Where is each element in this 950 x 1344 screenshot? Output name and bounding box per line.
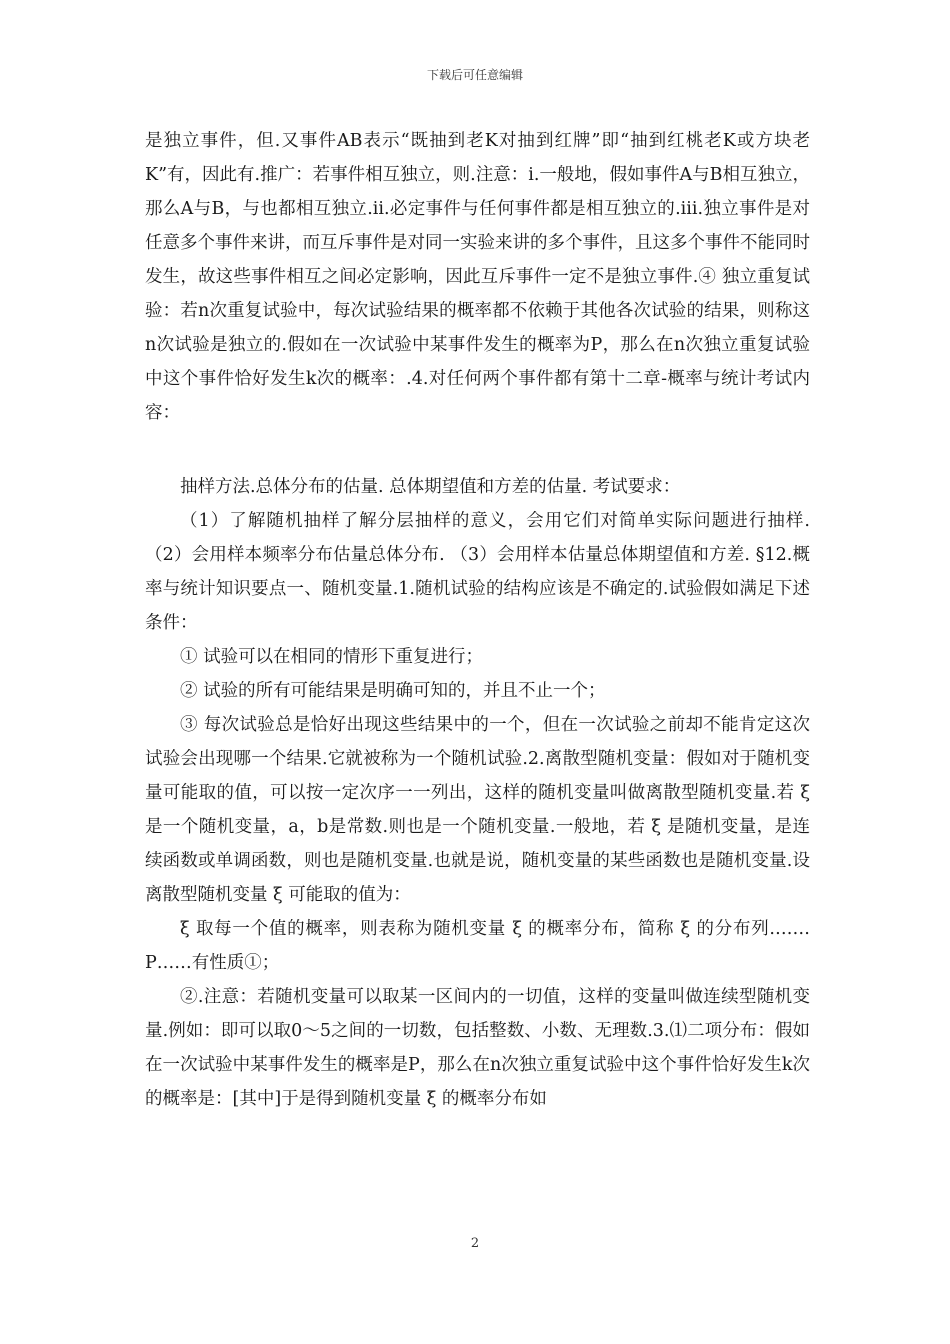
paragraph: ②.注意：若随机变量可以取某一区间内的一切值，这样的变量叫做连续型随机变量.例如：即可以取0～5之间的一切数，包括整数、小数、无理数.3.⑴二项分布：假如在一次试验中某事件发生的概率是P，那么在n次独立重复试验中这个事件恰好发生k次的概率是：[其中]于是得到随机变量 ξ 的概率分布如 <box>145 987 810 1109</box>
paragraph: （1）了解随机抽样了解分层抽样的意义，会用它们对简单实际问题进行抽样. （2）会用样本频率分布估量总体分布. （3）会用样本估量总体期望值和方差. §12.概率与统计知识要点一、随机变量.1.随机试验的结构应该是不确定的.试验假如满足下述条件： <box>145 511 810 633</box>
page-number: 2 <box>470 1236 480 1251</box>
page-header: 下载后可任意编辑 <box>426 68 523 82</box>
document-body <box>145 124 810 1116</box>
list-item: ① 试验可以在相同的情形下重复进行； <box>180 647 484 667</box>
paragraph: 抽样方法.总体分布的估量. 总体期望值和方差的估量. 考试要求： <box>180 477 681 497</box>
list-item: ③ 每次试验总是恰好出现这些结果中的一个，但在一次试验之前却不能肯定这次试验会出现哪一个结果.它就被称为一个随机试验.2.离散型随机变量：假如对于随机变量可能取的值，可以按一定次序一一列出，这样的随机变量叫做离散型随机变量.若 ξ 是一个随机变量，a，b是常数.则也是一个随机变量.一般地，若 ξ 是随机变量，是连续函数或单调函数，则也是随机变量.也就是说，随机变量的某些函数也是随机变量.设离散型随机变量 ξ 可能取的值为： <box>145 715 810 905</box>
list-item: ② 试验的所有可能结果是明确可知的，并且不止一个； <box>180 681 606 701</box>
paragraph: ξ 取每一个值的概率，则表称为随机变量 ξ 的概率分布，简称 ξ 的分布列.……P……有性质①； <box>145 919 810 973</box>
paragraph: 是独立事件，但.又事件AB表示“既抽到老K对抽到红牌”即“抽到红桃老K或方块老K”有，因此有.推广：若事件相互独立，则.注意：i.一般地，假如事件A与B相互独立，那么A与B，与也都相互独立.ii.必定事件与任何事件都是相互独立的.iii.独立事件是对任意多个事件来讲，而互斥事件是对同一实验来讲的多个事件，且这多个事件不能同时发生，故这些事件相互之间必定影响，因此互斥事件一定不是独立事件.④ 独立重复试验：若n次重复试验中，每次试验结果的概率都不依赖于其他各次试验的结果，则称这n次试验是独立的.假如在一次试验中某事件发生的概率为P，那么在n次独立重复试验中这个事件恰好发生k次的概率：.4.对任何两个事件都有第十二章-概率与统计考试内容： <box>145 131 810 423</box>
